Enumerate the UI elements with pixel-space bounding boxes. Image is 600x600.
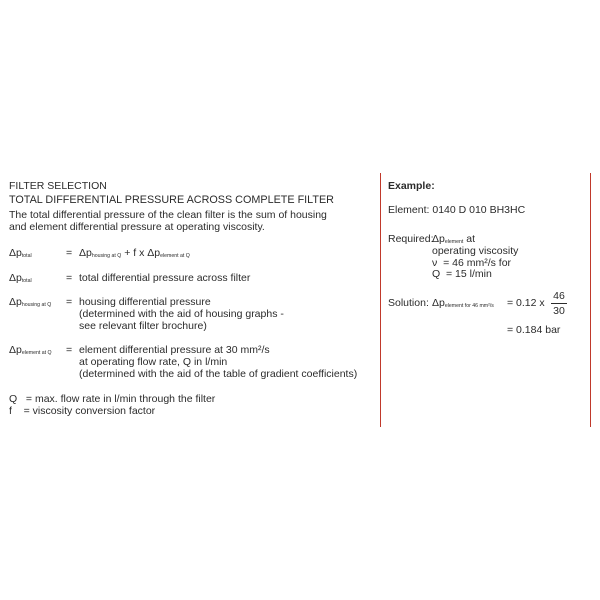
q-definition: Q = max. flow rate in l/min through the filter	[9, 393, 216, 405]
column-divider-left	[380, 173, 381, 427]
example-label: Example:	[388, 180, 435, 192]
fraction-denominator: 30	[553, 305, 565, 317]
def-housing-line-3: see relevant filter brochure)	[79, 320, 207, 332]
f-definition: f = viscosity conversion factor	[9, 405, 156, 417]
def-element-equals: =	[66, 344, 73, 356]
def-housing-line-2: (determined with the aid of housing graphs -	[79, 308, 284, 320]
solution-symbol: $\Delta p_{element for 46 mm^2/s}$	[432, 297, 494, 309]
section-heading: FILTER SELECTION	[9, 180, 107, 192]
intro-line-1: The total differential pressure of the clean filter is the sum of housing	[9, 209, 327, 221]
column-divider-right	[590, 173, 591, 427]
required-value-line-2: operating viscosity	[432, 245, 519, 257]
intro-line-2: and element differential pressure at operating viscosity.	[9, 221, 265, 233]
required-value-line-4: Q = 15 l/min	[432, 268, 492, 280]
def-total-text: total differential pressure across filter	[79, 272, 251, 284]
fraction-numerator: 46	[553, 290, 565, 302]
section-subheading: TOTAL DIFFERENTIAL PRESSURE ACROSS COMPLETE FILTER	[9, 194, 334, 206]
def-total-equals: =	[66, 272, 73, 284]
def-element-symbol: $\Delta p_{element at Q}$	[9, 344, 52, 356]
required-value-line-3: ν = 46 mm²/s for	[432, 257, 512, 269]
required-label: Required:	[388, 233, 434, 245]
formula-rhs: $\Delta p_{housing at Q} + f$ x $\Delta p_{element at Q}$	[79, 247, 190, 259]
formula-lhs: $\Delta p_{total}$	[9, 247, 32, 259]
fraction-bar	[551, 303, 567, 304]
def-total-symbol: $\Delta p_{total}$	[9, 272, 32, 284]
def-housing-equals: =	[66, 296, 73, 308]
example-element: Element: 0140 D 010 BH3HC	[388, 204, 526, 216]
def-element-line-3: (determined with the aid of the table of gradient coefficients)	[79, 368, 358, 380]
solution-equation: = 0.12 x	[507, 297, 545, 309]
def-housing-line-1: housing differential pressure	[79, 296, 211, 308]
def-element-line-2: at operating flow rate, Q in l/min	[79, 356, 228, 368]
required-value-line-1: $\Delta p_{element}$ at	[432, 233, 476, 245]
def-housing-symbol: $\Delta p_{housing at Q}$	[9, 296, 52, 308]
def-element-line-1: element differential pressure at 30 mm²/s	[79, 344, 270, 356]
solution-label: Solution:	[388, 297, 429, 309]
formula-equals: =	[66, 247, 73, 259]
solution-result: = 0.184 bar	[507, 324, 561, 336]
